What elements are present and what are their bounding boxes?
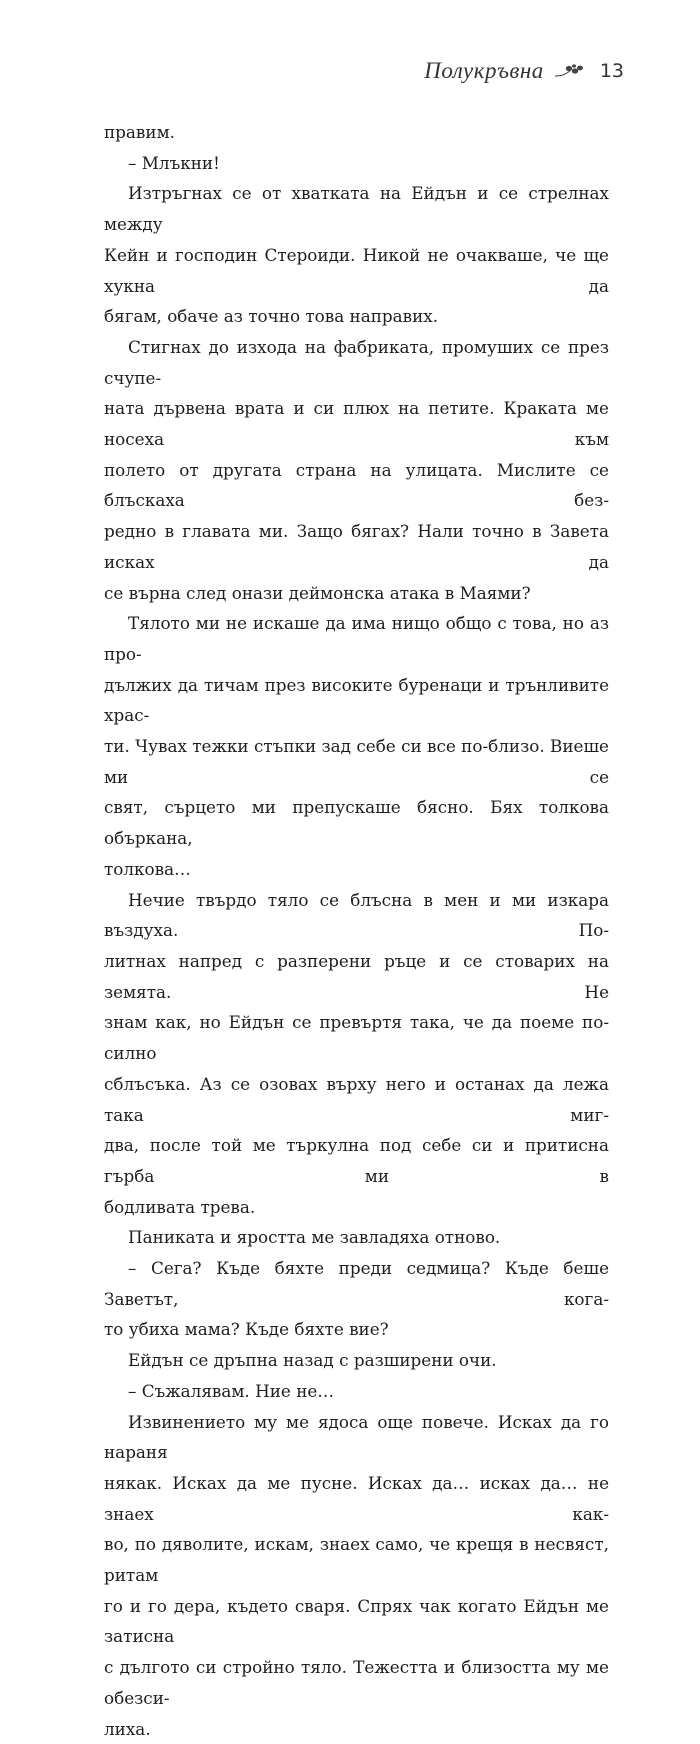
text-line: толкова… (104, 858, 191, 879)
text-line: ната дървена врата и си плюх на петите. Краката ме носеха към (104, 398, 609, 450)
text-line: дължих да тичам през високите буренаци и трънливите храс- (104, 674, 609, 726)
text-line: Извинението му ме ядоса още повече. Исках да го нараня (104, 1411, 609, 1463)
text-line: бягам, обаче аз точно това направих. (104, 306, 439, 327)
text-line: редно в главата ми. Защо бягах? Нали точно в Завета исках да (104, 521, 609, 572)
text-line: го и го дера, където сваря. Спрях чак когато Ейдън ме затисна (104, 1595, 609, 1647)
floral-ornament-icon (554, 64, 584, 78)
text-line: полето от другата страна на улицата. Мислите се блъскаха без- (104, 459, 609, 511)
text-line: лиха. (104, 1718, 151, 1739)
text-line: литнах напред с разперени ръце и се стоварих на земята. Не (104, 950, 609, 1002)
text-line: Нечие твърдо тяло се блъсна в мен и ми изкара въздуха. По- (104, 889, 609, 941)
text-line: Тялото ми не искаше да има нищо общо с това, но аз про- (104, 613, 609, 664)
running-title: Полукръвна (424, 58, 544, 83)
text-line: някак. Исках да ме пусне. Исках да… исках да… не знаех как- (104, 1472, 609, 1524)
text-line: – Сега? Къде бяхте преди седмица? Къде беше Заветът, кога- (104, 1258, 609, 1309)
text-line: Изтръгнах се от хватката на Ейдън и се стрелнах между (104, 183, 609, 235)
text-line: Стигнах до изхода на фабриката, промуших се през счупе- (104, 336, 609, 388)
text-line: Паниката и яростта ме завладяха отново. (128, 1227, 501, 1248)
text-line: правим. (104, 122, 175, 142)
text-line: то убиха мама? Къде бяхте вие? (104, 1319, 389, 1340)
text-line: сблъсъка. Аз се озовах върху него и останах да лежа така миг- (104, 1073, 609, 1125)
text-line: Кейн и господин Стероиди. Никой не очакваше, че ще хукна да (104, 244, 609, 296)
text-line: – Съжалявам. Ние не… (128, 1380, 335, 1401)
text-line: се върна след онази деймонска атака в Маями? (104, 582, 531, 603)
page-number: 13 (599, 60, 624, 82)
text-line: во, по дяволите, искам, знаех само, че крещя в несвяст, ритам (104, 1534, 609, 1586)
text-line: ти. Чувах тежки стъпки зад себе си все по-близо. Виеше ми се (104, 736, 609, 787)
text-line: два, после той ме търкулна под себе си и притисна гърба ми в (104, 1135, 609, 1186)
page-header (424, 58, 624, 84)
body-text (104, 117, 609, 1744)
text-line: знам как, но Ейдън се превъртя така, че да поеме по-силно (104, 1012, 609, 1064)
text-line: Ейдън се дръпна назад с разширени очи. (128, 1350, 497, 1371)
text-line: бодливата трева. (104, 1196, 256, 1217)
text-line: свят, сърцето ми препускаше бясно. Бях толкова объркана, (104, 797, 609, 849)
text-line: с дългото си стройно тяло. Тежестта и близостта му ме обезси- (104, 1657, 609, 1708)
text-line: – Млъкни! (128, 152, 220, 173)
